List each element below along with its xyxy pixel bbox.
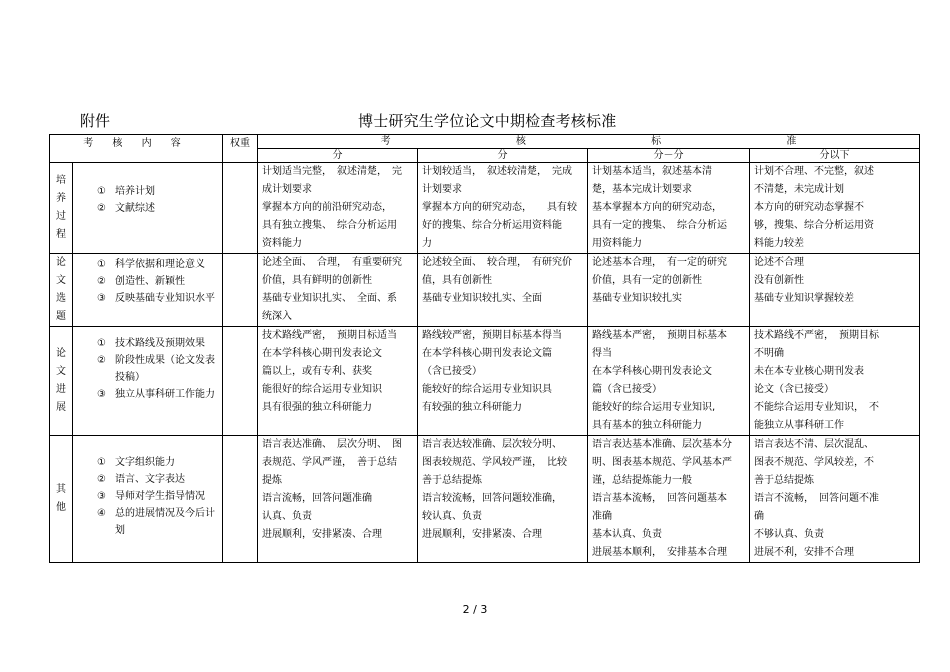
standard-line: 进展顺利，安排紧凑、合理 xyxy=(422,529,543,540)
standard-header-label xyxy=(258,135,919,148)
item-number: ④ xyxy=(97,508,106,519)
standard-line: 善于总结提炼 xyxy=(754,475,815,486)
standard-line: 楚，基本完成计划要求 xyxy=(592,184,693,195)
list-item xyxy=(97,505,218,539)
standard-line: 篇以上，或有专利、获奖 xyxy=(262,366,373,377)
item-text: 科学依据和理论意义 xyxy=(115,259,205,270)
standard-line: 具有基本的独立科研能力 xyxy=(592,420,703,431)
standard-line: 论述不合理 xyxy=(754,257,805,268)
standard-cell xyxy=(588,163,750,254)
standard-line: 基本认真、负责 xyxy=(592,529,663,540)
standard-cell xyxy=(258,327,418,436)
row-weight xyxy=(223,327,258,436)
item-number: ① xyxy=(97,457,106,468)
standard-line: 成计划要求 xyxy=(262,184,313,195)
category-char: 题 xyxy=(56,311,66,322)
row-category xyxy=(50,163,73,254)
list-item xyxy=(97,200,218,217)
item-text: 创造性、新颖性 xyxy=(115,276,185,287)
standard-line: 能较好的综合运用专业知识, xyxy=(592,402,716,413)
standard-line: 能较好的综合运用专业知识具 xyxy=(422,384,553,395)
standard-line: 统深入 xyxy=(262,311,293,322)
row-category xyxy=(50,436,73,563)
grade-label: 分 xyxy=(497,150,508,161)
standard-line: 基础专业知识较扎实、全面 xyxy=(422,293,543,304)
list-item xyxy=(97,488,218,505)
list-item xyxy=(97,183,218,200)
standard-line: 技术路线严密， 预期目标适当 xyxy=(262,330,398,341)
item-number: ③ xyxy=(97,293,106,304)
criteria-table xyxy=(49,134,920,563)
standard-line: 具有独立搜集、 综合分析运用 xyxy=(262,220,398,231)
item-number: ② xyxy=(97,355,106,366)
standard-line: 力 xyxy=(422,238,433,249)
standard-cell xyxy=(750,327,920,436)
standard-line: 计划基本适当，叙述基本清 xyxy=(592,166,713,177)
table-row xyxy=(50,327,920,436)
grade-label: 分 xyxy=(332,150,343,161)
standard-line: 路线较严密，预期目标基本得当 xyxy=(422,330,563,341)
standard-line: 资料能力 xyxy=(262,238,303,249)
item-text: 反映基础专业知识水平 xyxy=(115,293,215,304)
standard-line: 基础专业知识掌握较差 xyxy=(754,293,855,304)
standard-line: 语言表达不清、层次混乱、 xyxy=(754,439,875,450)
table-row xyxy=(50,436,920,563)
item-number: ① xyxy=(97,259,106,270)
item-text: 导师对学生指导情况 xyxy=(115,491,205,502)
attachment-label: 附件 xyxy=(80,112,111,130)
standard-cell xyxy=(258,254,418,327)
standard-line: 语言基本流畅， 回答问题基本 xyxy=(592,493,728,504)
standard-cell xyxy=(418,436,588,563)
category-char: 培 xyxy=(56,175,66,186)
standard-line: 价值，具有一定的创新性 xyxy=(592,275,703,286)
page-number: 2 / 3 xyxy=(462,603,488,616)
standard-line: 语言流畅，回答问题准确 xyxy=(262,493,373,504)
standard-line: 用资料能力 xyxy=(592,238,643,249)
category-char: 论 xyxy=(56,348,66,359)
standard-header-char: 考 xyxy=(380,136,391,147)
category-char: 文 xyxy=(56,275,66,286)
standard-line: 论述基本合理， 有一定的研究 xyxy=(592,257,728,268)
category-char: 养 xyxy=(56,193,66,204)
item-number: ③ xyxy=(97,491,106,502)
item-text: 阶段性成果（论文发表投稿） xyxy=(115,355,215,383)
standard-line: 准确 xyxy=(592,511,613,522)
item-number: ② xyxy=(97,276,106,287)
list-item xyxy=(97,273,218,290)
grade-header-3 xyxy=(588,149,750,163)
item-text: 总的进展情况及今后计划 xyxy=(115,508,215,536)
category-char: 过 xyxy=(56,211,66,222)
row-items xyxy=(73,254,223,327)
list-item xyxy=(97,335,218,352)
document-title: 博士研究生学位论文中期检查考核标准 xyxy=(358,112,617,130)
standard-cell xyxy=(750,254,920,327)
standard-header-char: 核 xyxy=(515,136,526,147)
standard-line: 基本掌握本方向的研究动态， xyxy=(592,202,723,213)
standard-line: 没有创新性 xyxy=(754,275,805,286)
standard-line: 善于总结提炼 xyxy=(422,475,483,486)
weight-header-label: 权重 xyxy=(230,138,251,149)
standard-line: 料能力较差 xyxy=(754,238,805,249)
standard-line: 进展基本顺利， 安排基本合理 xyxy=(592,547,728,558)
standard-line: 计划不合理、不完整，叙述 xyxy=(754,166,875,177)
standard-line: 计划适当完整， 叙述清楚， 完 xyxy=(262,166,403,177)
grade-header-1 xyxy=(258,149,418,163)
row-weight xyxy=(223,254,258,327)
list-item xyxy=(97,386,218,403)
standard-line: 技术路线不严密， 预期目标 xyxy=(754,330,880,341)
standard-line: 不明确 xyxy=(754,348,785,359)
standard-line: 未在本专业核心期刊发表 xyxy=(754,366,865,377)
list-item xyxy=(97,290,218,307)
standard-line: 论述较全面、 较合理， 有研究价 xyxy=(422,257,573,268)
category-char: 他 xyxy=(56,502,66,513)
item-number: ② xyxy=(97,203,106,214)
standard-line: 进展顺利，安排紧凑、合理 xyxy=(262,529,383,540)
standard-cell xyxy=(258,163,418,254)
standard-line: 在本学科核心期刊发表论文 xyxy=(262,348,383,359)
standard-line: 较认真、负责 xyxy=(422,511,483,522)
row-category xyxy=(50,327,73,436)
category-char: 文 xyxy=(56,366,66,377)
standard-line: 图表不规范、学风较差，不 xyxy=(754,457,875,468)
standard-line: 不能综合运用专业知识， 不 xyxy=(754,402,880,413)
standard-line: 明、图表基本规范、学风基本严 xyxy=(592,457,733,468)
item-text: 培养计划 xyxy=(115,186,155,197)
standard-cell xyxy=(750,436,920,563)
standard-line: 论文（含已接受） xyxy=(754,384,835,395)
item-number: ③ xyxy=(97,389,106,400)
category-char: 其 xyxy=(56,484,66,495)
table-row xyxy=(50,254,920,327)
grade-header-4 xyxy=(750,149,920,163)
weight-header xyxy=(223,135,258,163)
standard-line: 得当 xyxy=(592,348,613,359)
item-text: 语言、文字表达 xyxy=(115,474,185,485)
grade-label: 分－分 xyxy=(653,150,684,161)
item-number: ② xyxy=(97,474,106,485)
standard-line: 提炼 xyxy=(262,475,283,486)
standard-line: 值，具有创新性 xyxy=(422,275,493,286)
standard-line: 语言表达基本准确、层次基本分 xyxy=(592,439,733,450)
standard-line: 语言表达准确、 层次分明、 图 xyxy=(262,439,403,450)
standard-line: 论述全面、 合理， 有重要研究 xyxy=(262,257,403,268)
standard-line: 能独立从事科研工作 xyxy=(754,420,845,431)
standard-cell xyxy=(588,327,750,436)
standard-cell xyxy=(258,436,418,563)
category-char: 程 xyxy=(56,229,66,240)
standard-line: 语言较流畅，回答问题较准确， xyxy=(422,493,563,504)
grade-header-2 xyxy=(418,149,588,163)
list-item xyxy=(97,256,218,273)
standard-line: （含已接受） xyxy=(422,366,483,377)
row-items xyxy=(73,163,223,254)
standard-line: 本方向的研究动态掌握不 xyxy=(754,202,865,213)
content-header-label: 考 核 内 容 xyxy=(83,138,189,149)
category-char: 进 xyxy=(56,384,66,395)
standard-line: 不够认真、负责 xyxy=(754,529,825,540)
item-text: 文字组织能力 xyxy=(115,457,175,468)
standard-cell xyxy=(588,436,750,563)
standard-line: 有较强的独立科研能力 xyxy=(422,402,523,413)
standard-line: 谨，总结提炼能力一般 xyxy=(592,475,693,486)
table-row xyxy=(50,163,920,254)
item-text: 技术路线及预期效果 xyxy=(115,338,205,349)
item-text: 独立从事科研工作能力 xyxy=(115,389,215,400)
standard-cell xyxy=(750,163,920,254)
standard-line: 篇（含已接受） xyxy=(592,384,663,395)
list-item xyxy=(97,352,218,386)
item-number: ① xyxy=(97,186,106,197)
standard-cell xyxy=(418,327,588,436)
list-item xyxy=(97,454,218,471)
standard-line: 表规范、学风严谨， 善于总结 xyxy=(262,457,398,468)
standard-line: 价值，具有鲜明的创新性 xyxy=(262,275,373,286)
standard-line: 掌握本方向的前沿研究动态， xyxy=(262,202,393,213)
standard-cell xyxy=(588,254,750,327)
standard-line: 图表较规范、学风较严谨， 比较 xyxy=(422,457,568,468)
standard-line: 计划较适当， 叙述较清楚， 完成 xyxy=(422,166,573,177)
standard-line: 在本学科核心期刊发表论文篇 xyxy=(422,348,553,359)
item-text: 文献综述 xyxy=(115,203,155,214)
standard-line: 具有一定的搜集、 综合分析运 xyxy=(592,220,728,231)
standard-line: 不清楚，未完成计划 xyxy=(754,184,845,195)
standard-line: 确 xyxy=(754,511,765,522)
row-category xyxy=(50,254,73,327)
row-weight xyxy=(223,163,258,254)
standard-header-char: 标 xyxy=(651,136,662,147)
standard-line: 在本学科核心期刊发表论文 xyxy=(592,366,713,377)
standard-cell xyxy=(418,254,588,327)
standard-cell xyxy=(418,163,588,254)
standard-line: 进展不利，安排不合理 xyxy=(754,547,855,558)
grade-label: 分以下 xyxy=(819,150,850,161)
header-row-1 xyxy=(50,135,920,149)
standard-line: 路线基本严密， 预期目标基本 xyxy=(592,330,728,341)
row-weight xyxy=(223,436,258,563)
standard-line: 具有很强的独立科研能力 xyxy=(262,402,373,413)
list-item xyxy=(97,471,218,488)
standard-line: 基础专业知识较扎实 xyxy=(592,293,683,304)
standard-line: 够，搜集、综合分析运用资 xyxy=(754,220,875,231)
standard-line: 基础专业知识扎实、 全面、系 xyxy=(262,293,398,304)
standard-line: 计划要求 xyxy=(422,184,463,195)
row-items xyxy=(73,327,223,436)
category-char: 论 xyxy=(56,257,66,268)
standard-header xyxy=(258,135,920,149)
row-items xyxy=(73,436,223,563)
standard-line: 语言表达较准确、层次较分明、 xyxy=(422,439,563,450)
standard-line: 好的搜集、综合分析运用资料能 xyxy=(422,220,563,231)
content-header xyxy=(50,135,223,163)
standard-line: 语言不流畅， 回答问题不准 xyxy=(754,493,880,504)
standard-line: 掌握本方向的研究动态， 具有较 xyxy=(422,202,578,213)
standard-line: 认真、负责 xyxy=(262,511,313,522)
standard-line: 能很好的综合运用专业知识 xyxy=(262,384,383,395)
item-number: ① xyxy=(97,338,106,349)
category-char: 选 xyxy=(56,293,66,304)
category-char: 展 xyxy=(56,402,66,413)
standard-header-char: 准 xyxy=(786,136,797,147)
